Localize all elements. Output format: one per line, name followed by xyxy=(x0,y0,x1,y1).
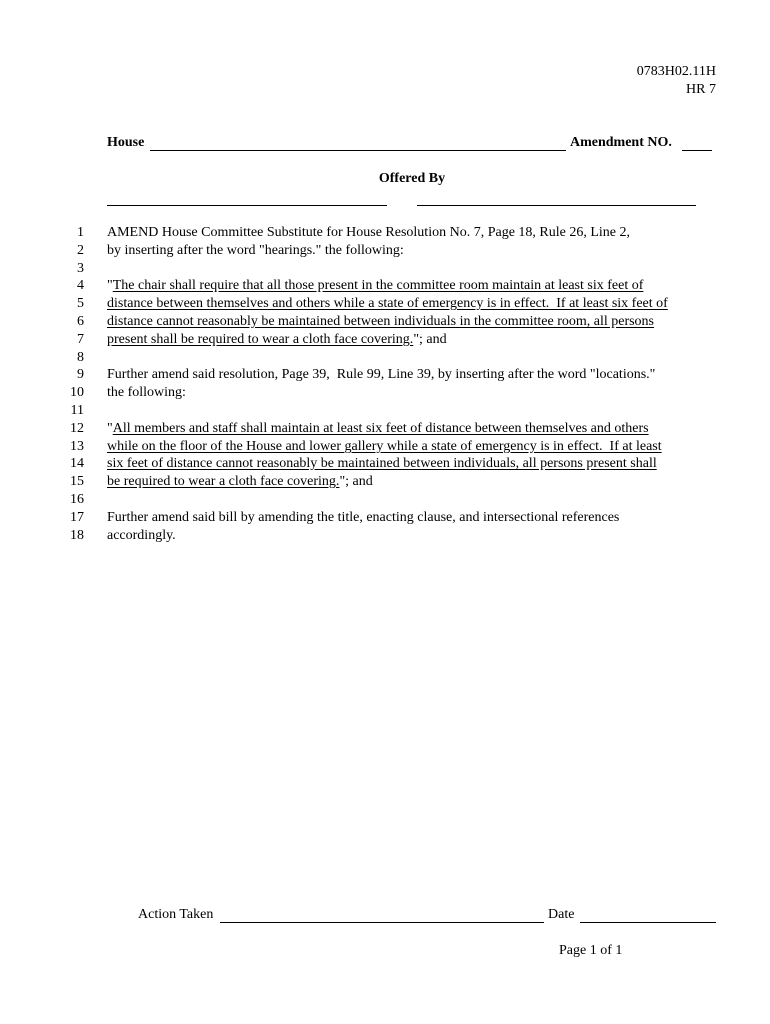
line-number: 11 xyxy=(70,403,84,418)
amendment-text-line xyxy=(107,474,373,490)
inserted-text: All members and staff shall maintain at least six feet of distance between themselves and others xyxy=(112,421,649,436)
inserted-text: while on the floor of the House and lower gallery while a state of emergency is in effect. If at least xyxy=(107,439,662,454)
amendment-text-line xyxy=(107,510,619,526)
amendment-text-line xyxy=(107,456,657,472)
line-number: 16 xyxy=(70,492,84,507)
bill-number: HR 7 xyxy=(686,82,716,97)
offered-by-blank-right xyxy=(417,205,696,206)
line-number: 3 xyxy=(77,261,84,276)
offered-by-blank-left xyxy=(107,205,387,206)
line-number: 13 xyxy=(70,439,84,454)
amendment-number-label: Amendment NO. xyxy=(570,135,672,150)
amendment-text-line xyxy=(107,278,643,294)
line-number: 18 xyxy=(70,528,84,543)
amendment-text-line xyxy=(107,421,649,437)
line-number: 2 xyxy=(77,243,84,258)
offered-by-label: Offered By xyxy=(378,171,446,186)
house-blank-line xyxy=(150,150,566,151)
inserted-text: six feet of distance cannot reasonably be maintained between individuals, all persons present shall xyxy=(107,456,657,471)
document-id: 0783H02.11H xyxy=(636,64,716,79)
line-number: 1 xyxy=(77,225,84,240)
house-label: House xyxy=(107,135,145,150)
amendment-number-blank xyxy=(682,150,712,151)
amendment-text-line xyxy=(107,243,404,259)
amendment-text-line xyxy=(107,367,655,383)
inserted-text: The chair shall require that all those present in the committee room maintain at least six feet of xyxy=(112,278,644,293)
inserted-text: be required to wear a cloth face covering. xyxy=(107,474,340,489)
amendment-text-line xyxy=(107,225,630,241)
amendment-text: AMEND House Committee Substitute for House Resolution No. 7, Page 18, Rule 26, Line 2, xyxy=(107,225,631,240)
line-number: 14 xyxy=(70,456,84,471)
date-label: Date xyxy=(548,907,575,922)
amendment-text: " xyxy=(107,421,113,436)
inserted-text: distance cannot reasonably be maintained between individuals in the committee room, all persons xyxy=(107,314,655,329)
line-number: 9 xyxy=(77,367,84,382)
action-taken-blank xyxy=(220,922,544,923)
inserted-text: present shall be required to wear a cloth face covering. xyxy=(107,332,414,347)
line-number: 4 xyxy=(77,278,84,293)
inserted-text: distance between themselves and others while a state of emergency is in effect. If at least six feet of xyxy=(107,296,668,311)
amendment-text-line xyxy=(107,332,447,348)
line-number: 15 xyxy=(70,474,84,489)
amendment-text: accordingly. xyxy=(107,528,176,543)
amendment-text: the following: xyxy=(107,385,186,400)
amendment-text-line xyxy=(107,439,662,455)
amendment-text: Further amend said bill by amending the title, enacting clause, and intersectional references xyxy=(107,510,620,525)
page-number: Page 1 of 1 xyxy=(559,943,623,958)
amendment-text-line xyxy=(107,528,176,544)
amendment-text-line xyxy=(107,296,668,312)
amendment-text-line xyxy=(107,385,186,401)
amendment-text: by inserting after the word "hearings." the following: xyxy=(107,243,404,258)
line-number: 12 xyxy=(70,421,84,436)
line-number: 8 xyxy=(77,350,84,365)
amendment-text: Further amend said resolution, Page 39, Rule 99, Line 39, by inserting after the word "locations." xyxy=(107,367,656,382)
amendment-text: "; and xyxy=(339,474,373,489)
line-number: 17 xyxy=(70,510,84,525)
line-number: 6 xyxy=(77,314,84,329)
line-number: 7 xyxy=(77,332,84,347)
line-number: 10 xyxy=(70,385,84,400)
amendment-text: " xyxy=(107,278,113,293)
date-blank xyxy=(580,922,716,923)
line-number: 5 xyxy=(77,296,84,311)
action-taken-label: Action Taken xyxy=(138,907,214,922)
amendment-text-line xyxy=(107,314,654,330)
amendment-text: "; and xyxy=(413,332,447,347)
